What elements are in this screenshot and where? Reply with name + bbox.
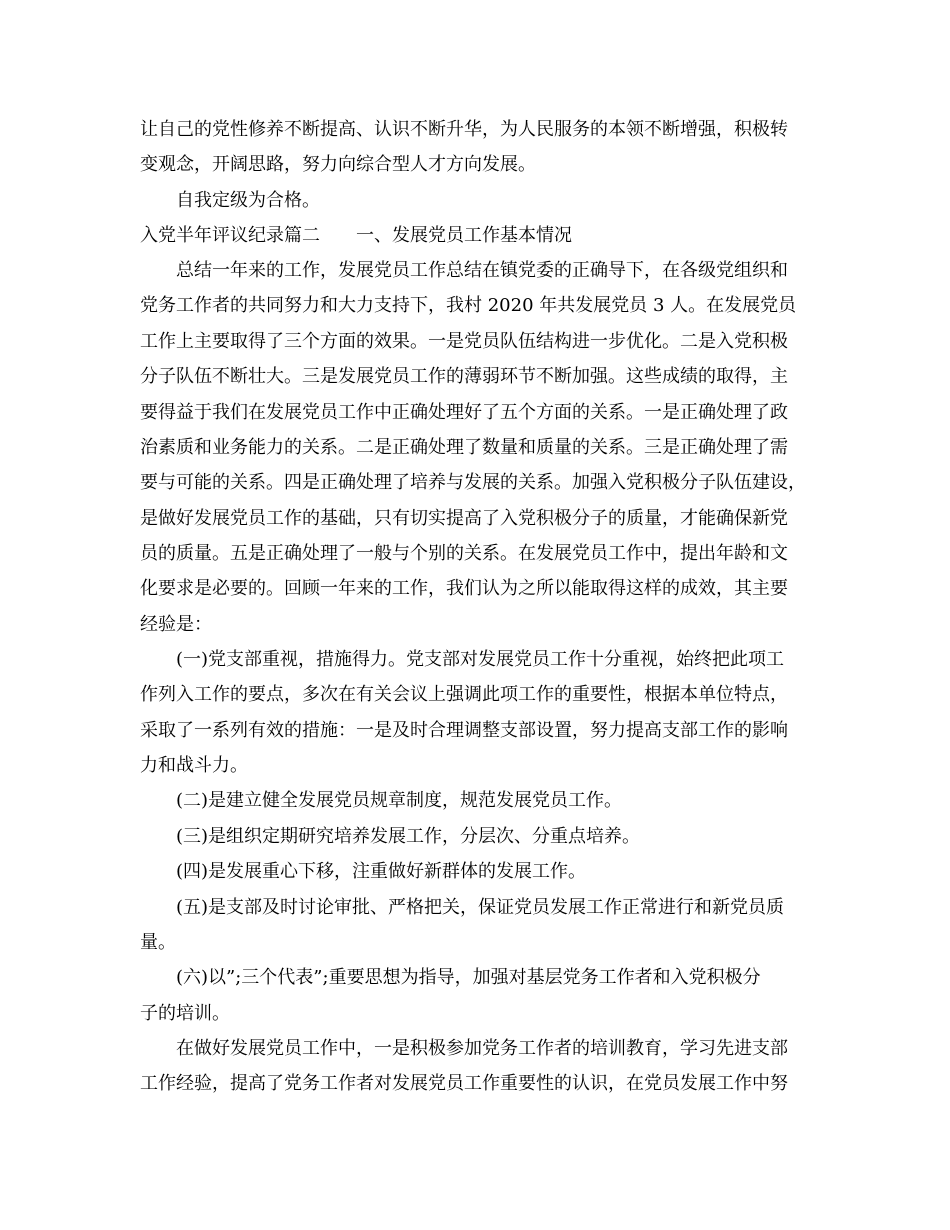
section-heading: 入党半年评议纪录篇二 一、发展党员工作基本情况 bbox=[140, 225, 572, 246]
paragraph-line: 要与可能的关系。四是正确处理了培养与发展的关系。加强入党积极分子队伍建设， bbox=[140, 472, 806, 493]
paragraph-line: 要得益于我们在发展党员工作中正确处理好了五个方面的关系。一是正确处理了政 bbox=[140, 402, 788, 423]
paragraph-line: 作列入工作的要点，多次在有关会议上强调此项工作的重要性，根据本单位特点， bbox=[140, 684, 788, 705]
paragraph-line: 治素质和业务能力的关系。二是正确处理了数量和质量的关系。三是正确处理了需 bbox=[140, 437, 788, 458]
paragraph-line: 分子队伍不断壮大。三是发展党员工作的薄弱环节不断加强。这些成绩的取得，主 bbox=[140, 366, 788, 387]
list-item: (四)是发展重心下移，注重做好新群体的发展工作。 bbox=[176, 861, 587, 882]
paragraph-line: 党务工作者的共同努力和大力支持下，我村 2020 年共发展党员 3 人。在发展党员 bbox=[140, 295, 797, 316]
paragraph-line: 员的质量。五是正确处理了一般与个别的关系。在发展党员工作中，提出年龄和文 bbox=[140, 543, 788, 564]
paragraph-line: 变观念，开阔思路，努力向综合型人才方向发展。 bbox=[140, 154, 536, 175]
paragraph-line: 力和战斗力。 bbox=[140, 755, 248, 776]
paragraph-line: 总结一年来的工作，发展党员工作总结在镇党委的正确导下，在各级党组织和 bbox=[176, 260, 788, 281]
paragraph-line: 工作经验，提高了党务工作者对发展党员工作重要性的认识，在党员发展工作中努 bbox=[140, 1073, 788, 1094]
paragraph-line: 让自己的党性修养不断提高、认识不断升华，为人民服务的本领不断增强，积极转 bbox=[140, 119, 788, 140]
paragraph-line: 是做好发展党员工作的基础，只有切实提高了入党积极分子的质量，才能确保新党 bbox=[140, 508, 788, 529]
paragraph-line: 在做好发展党员工作中，一是积极参加党务工作者的培训教育，学习先进支部 bbox=[176, 1038, 788, 1059]
list-item: (六)以”;三个代表”;重要思想为指导，加强对基层党务工作者和入党积极分 bbox=[176, 967, 761, 988]
paragraph-line: 自我定级为合格。 bbox=[176, 190, 320, 211]
paragraph-line: 工作上主要取得了三个方面的效果。一是党员队伍结构进一步优化。二是入党积极 bbox=[140, 331, 788, 352]
list-item: (三)是组织定期研究培养发展工作，分层次、分重点培养。 bbox=[176, 826, 641, 847]
paragraph-line: (一)党支部重视，措施得力。党支部对发展党员工作十分重视，始终把此项工 bbox=[176, 649, 785, 670]
list-item: (五)是支部及时讨论审批、严格把关，保证党员发展工作正常进行和新党员质 bbox=[176, 897, 785, 918]
list-item: (二)是建立健全发展党员规章制度，规范发展党员工作。 bbox=[176, 790, 623, 811]
paragraph-line: 化要求是必要的。回顾一年来的工作，我们认为之所以能取得这样的成效，其主要 bbox=[140, 578, 788, 599]
paragraph-line: 量。 bbox=[140, 932, 176, 953]
paragraph-line: 子的培训。 bbox=[140, 1003, 230, 1024]
paragraph-line: 经验是： bbox=[140, 614, 212, 635]
paragraph-line: 采取了一系列有效的措施：一是及时合理调整支部设置，努力提高支部工作的影响 bbox=[140, 720, 788, 741]
